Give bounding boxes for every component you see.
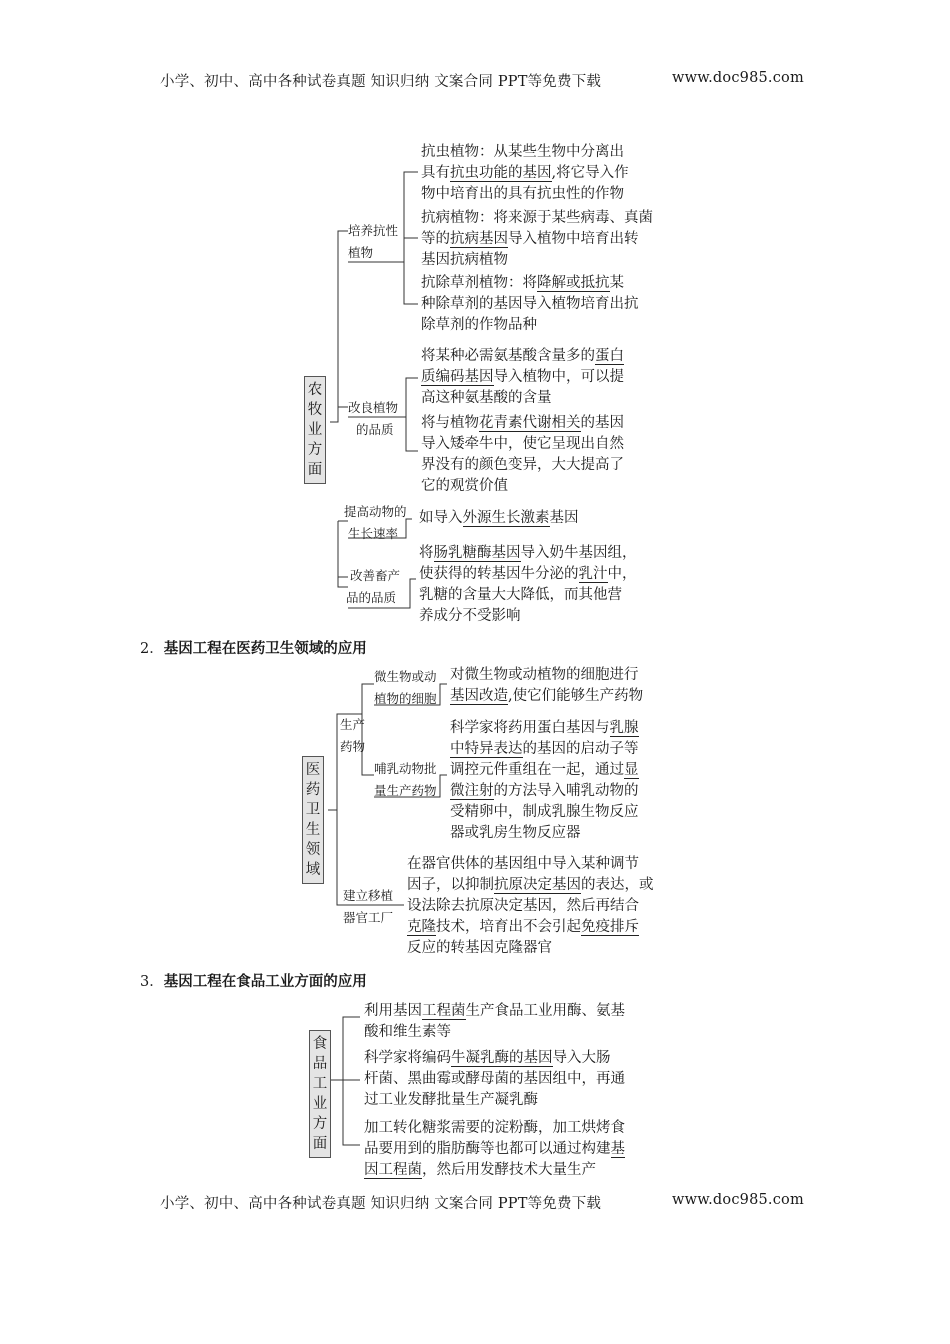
item-lactase: 将肠乳糖酶基因导入奶牛基因组， 使获得的转基因牛分泌的乳汁中， 乳糖的含量大大降低，而其他营 养成分不受影响	[419, 545, 637, 624]
item-growth-hormone: 如导入外源生长激素基因	[419, 510, 579, 526]
footer-text: 小学、初中、高中各种试卷真题 知识归纳 文案合同 PPT等免费下载	[160, 1196, 602, 1212]
branch-resistant-plants: 培养抗性 植物	[348, 223, 399, 260]
item-gene-modification: 对微生物或动植物的细胞进行 基因改造,使它们能够生产药物	[450, 667, 644, 704]
branch-livestock-quality: 改善畜产 品的品质	[346, 568, 401, 605]
item-anthocyanin: 将与植物花青素代谢相关的基因 导入矮牵牛中，使它呈现出自然 界没有的颜色变异，大大提高了 它的观赏价值	[421, 415, 624, 494]
page-footer	[160, 1192, 804, 1213]
sub-mammal-production: 哺乳动物批 量生产药物	[374, 761, 437, 798]
root-medicine: 医 药 卫 生 领 域	[302, 756, 324, 884]
branch-growth-rate: 提高动物的 生长速率	[344, 504, 407, 541]
item-herbicide-resistant: 抗除草剂植物：将降解或抵抗某 种除草剂的基因导入植物培育出抗 除草剂的作物品种	[421, 275, 639, 333]
branch-improve-quality: 改良植物 的品质	[348, 400, 399, 437]
section-3-title: 3．基因工程在食品工业方面的应用	[140, 974, 367, 990]
item-mammary-bioreactor: 科学家将药用蛋白基因与乳腺 中特异表达的基因的启动子等 调控元件重组在一起，通过显 微注射的方法导入哺乳动物的 受精卵中，制成乳腺生物反应 器或乳房生物反应器	[450, 720, 639, 841]
header-text: 小学、初中、高中各种试卷真题 知识归纳 文案合同 PPT等免费下载	[160, 74, 602, 90]
item-amylase-lipase: 加工转化糖浆需要的淀粉酶，加工烘烤食 品要用到的脂肪酶等也都可以通过构建基 因工程菌，然后用发酵技术大量生产	[364, 1120, 625, 1178]
branch-organ-factory: 建立移植 器官工厂	[343, 888, 394, 925]
header-url[interactable]: www.doc985.com	[672, 70, 804, 86]
sub-microbe-cells: 微生物或动 植物的细胞	[374, 669, 437, 706]
item-engineered-bacteria: 利用基因工程菌生产食品工业用酶、氨基 酸和维生素等	[364, 1003, 625, 1040]
item-chymosin: 科学家将编码牛凝乳酶的基因导入大肠 杆菌、黑曲霉或酵母菌的基因组中，再通 过工业发酵批量生产凝乳酶	[364, 1050, 625, 1108]
item-insect-resistant: 抗虫植物：从某些生物中分离出 具有抗虫功能的基因,将它导入作 物中培育出的具有抗虫性的作物	[421, 144, 629, 202]
footer-url[interactable]: www.doc985.com	[672, 1192, 804, 1208]
item-amino-acid: 将某种必需氨基酸含量多的蛋白 质编码基因导入植物中，可以提 高这种氨基酸的含量	[421, 348, 624, 406]
root-food: 食 品 工 业 方 面	[309, 1030, 331, 1158]
item-disease-resistant: 抗病植物：将来源于某些病毒、真菌 等的抗病基因导入植物中培育出转 基因抗病植物	[421, 210, 653, 268]
section-2-title: 2．基因工程在医药卫生领域的应用	[140, 641, 367, 657]
branch-drug-production: 生产 药物	[340, 717, 366, 754]
root-agriculture: 农 牧 业 方 面	[304, 376, 326, 484]
item-organ-transplant: 在器官供体的基因组中导入某种调节 因子，以抑制抗原决定基因的表达，或 设法除去抗原决定基因，然后再结合 克隆技术，培育出不会引起免疫排斥 反应的转基因克隆器官	[407, 856, 654, 956]
